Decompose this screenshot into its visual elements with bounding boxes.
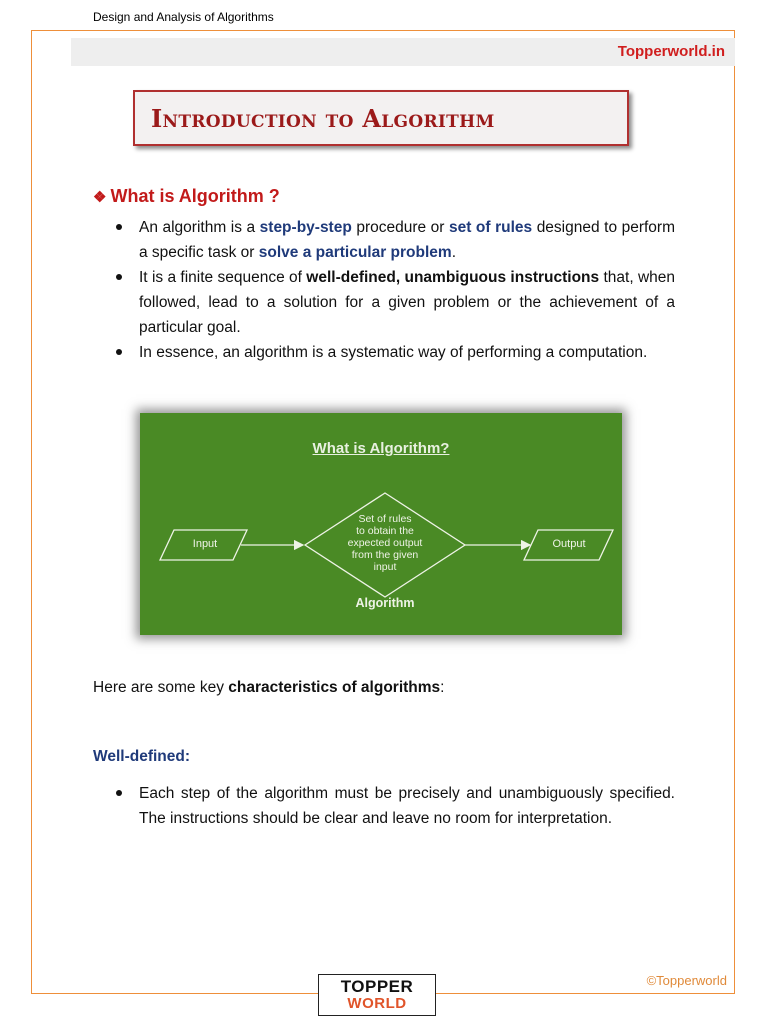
footer-logo — [318, 974, 436, 1016]
para-text: : — [440, 679, 445, 696]
logo-bottom-text: WORLD — [347, 995, 407, 1012]
diagram-caption: Algorithm — [355, 596, 415, 610]
algorithm-diagram — [140, 413, 622, 635]
bullet-item — [93, 215, 675, 265]
bullet-item — [93, 781, 675, 831]
bullet-text: . — [451, 244, 457, 261]
highlight-text: step-by-step — [259, 219, 352, 236]
bullet-text: that, when followed, lead to a solution for a given problem or the achievement of a particular goal. — [139, 269, 676, 336]
characteristics-intro — [93, 679, 444, 697]
output-label: Output — [552, 538, 586, 550]
highlight-text: solve a particular problem — [258, 244, 452, 261]
diamond-text-line: from the given — [351, 549, 419, 561]
page-title: Introduction to Algorithm — [151, 104, 495, 133]
bold-text: well-defined, unambiguous instructions — [306, 269, 600, 286]
definition-list — [93, 215, 675, 365]
input-label: Input — [192, 538, 218, 550]
copyright-text: ©Topperworld — [646, 973, 727, 988]
brand-bar — [71, 38, 735, 66]
diamond-text-line: to obtain the — [356, 525, 414, 537]
diamond-text-line: Set of rules — [358, 513, 412, 525]
bullet-text: procedure or — [351, 219, 449, 236]
bullet-text: An algorithm is a — [139, 219, 260, 236]
diamond-text-line: input — [373, 561, 397, 573]
title-box — [133, 90, 629, 146]
highlight-text: set of rules — [449, 219, 533, 236]
para-text: Here are some key — [93, 679, 229, 696]
well-defined-list — [93, 781, 675, 831]
brand-link[interactable]: Topperworld.in — [617, 43, 725, 60]
bullet-text: Each step of the algorithm must be precisely and unambiguously specified. The instructions should be clear and leave no room for interpretation. — [139, 785, 675, 827]
diagram-title: What is Algorithm? — [312, 440, 450, 457]
diamond-bullet-icon: ❖ — [93, 189, 107, 206]
bullet-text: designed to perform a specific task or — [139, 219, 675, 261]
bullet-item — [93, 340, 675, 365]
section-heading-what-is-algorithm — [93, 186, 280, 207]
bullet-text: It is a finite sequence of — [139, 269, 307, 286]
diamond-text — [330, 513, 440, 573]
bullet-text: In essence, an algorithm is a systematic way of performing a computation. — [139, 344, 648, 361]
logo-top-text: TOPPER — [340, 977, 414, 996]
document-header-title: Design and Analysis of Algorithms — [93, 10, 274, 24]
diamond-text-line: expected output — [347, 537, 423, 549]
bold-text: characteristics of algorithms — [228, 679, 441, 696]
bullet-item — [93, 265, 675, 340]
section-heading-text: What is Algorithm ? — [110, 186, 280, 206]
subheading-well-defined: Well-defined: — [93, 748, 191, 765]
